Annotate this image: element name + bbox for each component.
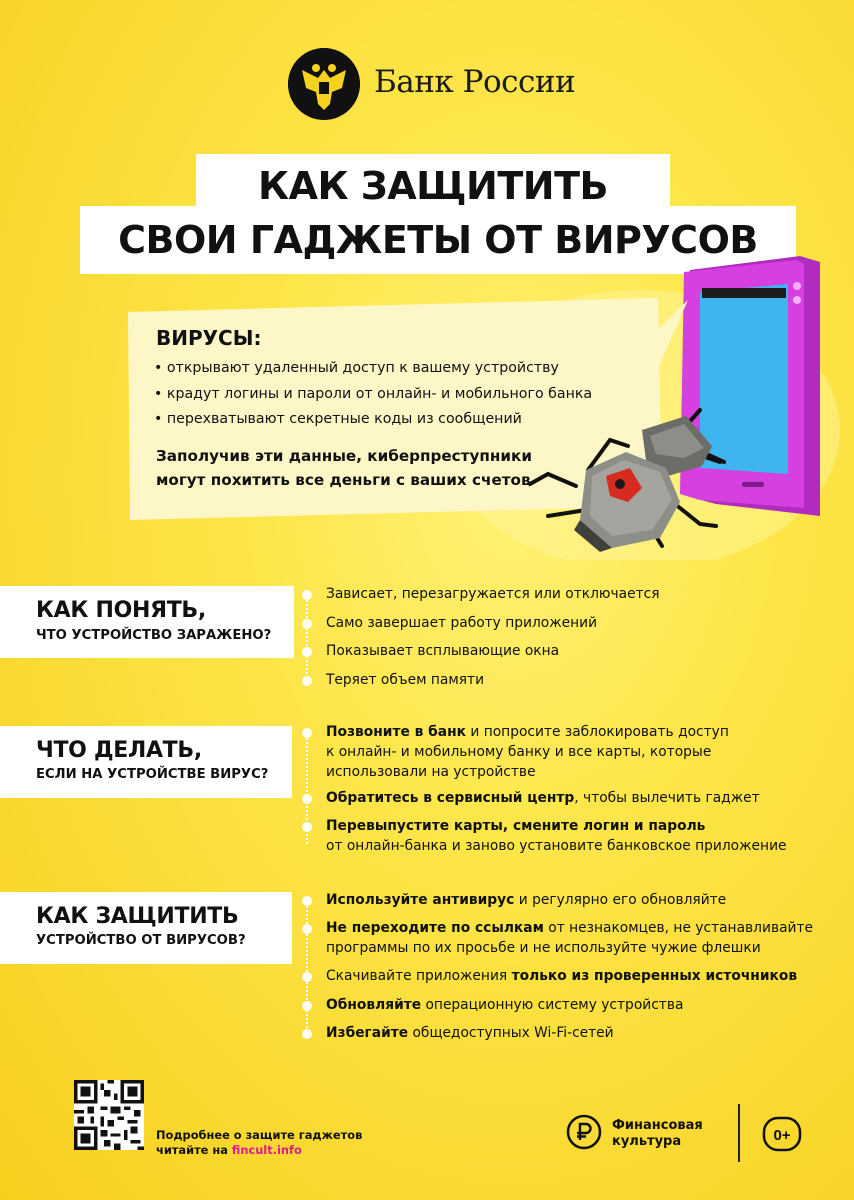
section-heading: КАК ЗАЩИТИТЬ — [36, 904, 239, 929]
viruses-summary-line: могут похитить все деньги с ваших счетов — [156, 471, 531, 489]
bullet-connector — [306, 596, 310, 686]
protection-item-text: Скачивайте приложения — [326, 968, 512, 984]
bullet-dot — [302, 1029, 312, 1039]
action-item-bold: Перевыпустите карты, смените логин и пароль — [326, 818, 706, 834]
section-heading: КАК ПОНЯТЬ, — [36, 598, 206, 623]
age-rating-text: 0+ — [773, 1127, 791, 1144]
bullet-dot — [302, 647, 312, 657]
bullet-dot — [302, 896, 312, 906]
protection-item — [326, 995, 683, 1015]
protection-item-bold: Не переходите по ссылкам — [326, 920, 544, 936]
action-item-text: к онлайн- и мобильному банку и все карты, которые — [326, 744, 712, 760]
action-item-text: использовали на устройстве — [326, 764, 536, 780]
section-heading: ЧТО ДЕЛАТЬ, — [36, 738, 202, 763]
symptom-item: Зависает, перезагружается или отключается — [326, 586, 660, 602]
protection-item-bold: Используйте антивирус — [326, 892, 515, 908]
bullet-dot — [302, 619, 312, 629]
protection-item-text: и регулярно его обновляйте — [514, 892, 727, 908]
bullet-dot — [302, 728, 312, 738]
smartphone-illustration — [680, 256, 820, 516]
section-subheading: ЧТО УСТРОЙСТВО ЗАРАЖЕНО? — [36, 628, 272, 643]
bullet-connector — [306, 902, 310, 1036]
ruble-coin-icon — [566, 1114, 602, 1150]
protection-item-text: операционную систему устройства — [421, 997, 684, 1013]
bullet-dot — [302, 822, 312, 832]
more-info-text: Подробнее о защите гаджетов — [156, 1128, 363, 1142]
page-title-line2: СВОИ ГАДЖЕТЫ ОТ ВИРУСОВ — [118, 218, 758, 262]
virus-effect-item: • крадут логины и пароли от онлайн- и мобильного банка — [154, 386, 593, 402]
action-item — [326, 722, 729, 782]
virus-effect-item: • перехватывают секретные коды из сообщений — [154, 411, 522, 427]
protection-item-bold: только из проверенных источников — [511, 968, 798, 984]
protection-item — [326, 890, 726, 910]
bullet-dot — [302, 924, 312, 934]
action-item-text: , чтобы вылечить гаджет — [574, 790, 760, 806]
qr-code[interactable] — [74, 1080, 144, 1150]
viruses-summary — [156, 444, 532, 492]
more-info-prefix: читайте на — [156, 1143, 232, 1157]
section-subheading: УСТРОЙСТВО ОТ ВИРУСОВ? — [36, 933, 246, 948]
action-item-bold: Обратитесь в сервисный центр — [326, 790, 575, 806]
bullet-dot — [302, 676, 312, 686]
protection-item-bold: Избегайте — [326, 1025, 409, 1041]
viruses-heading: ВИРУСЫ: — [156, 326, 262, 350]
page-title-line1: КАК ЗАЩИТИТЬ — [258, 164, 608, 208]
virus-effect-item: • открывают удаленный доступ к вашему устройству — [154, 360, 559, 376]
brand-name: Банк России — [374, 64, 576, 100]
financial-culture-label: культура — [612, 1134, 682, 1149]
bullet-dot — [302, 794, 312, 804]
action-item-text: и попросите заблокировать доступ — [465, 724, 729, 740]
protection-item — [326, 966, 797, 986]
footer-divider — [738, 1104, 740, 1162]
protection-item — [326, 918, 813, 958]
protection-item-text: общедоступных Wi-Fi-сетей — [408, 1025, 614, 1041]
viruses-summary-line: Заполучив эти данные, киберпреступники — [156, 447, 532, 465]
symptom-item: Теряет объем памяти — [326, 672, 485, 688]
action-item — [326, 788, 760, 808]
bullet-dot — [302, 590, 312, 600]
action-item-text: от онлайн-банка и заново установите банковское приложение — [326, 838, 787, 854]
protection-item — [326, 1023, 614, 1043]
bullet-dot — [302, 972, 312, 982]
section-subheading: ЕСЛИ НА УСТРОЙСТВЕ ВИРУС? — [36, 767, 269, 782]
bullet-dot — [302, 1001, 312, 1011]
symptom-item: Показывает всплывающие окна — [326, 643, 560, 659]
action-item-bold: Позвоните в банк — [326, 724, 466, 740]
protection-item-text: программы по их просьбе и не используйте чужие флешки — [326, 940, 761, 956]
protection-item-text: от незнакомцев, не устанавливайте — [543, 920, 814, 936]
financial-culture-label: Финансовая — [612, 1118, 703, 1133]
age-rating-badge — [762, 1116, 802, 1152]
fincult-link[interactable]: fincult.info — [231, 1143, 302, 1157]
symptom-item: Само завершает работу приложений — [326, 615, 598, 631]
action-item — [326, 816, 787, 856]
protection-item-bold: Обновляйте — [326, 997, 422, 1013]
more-info-text-line2 — [156, 1143, 302, 1157]
